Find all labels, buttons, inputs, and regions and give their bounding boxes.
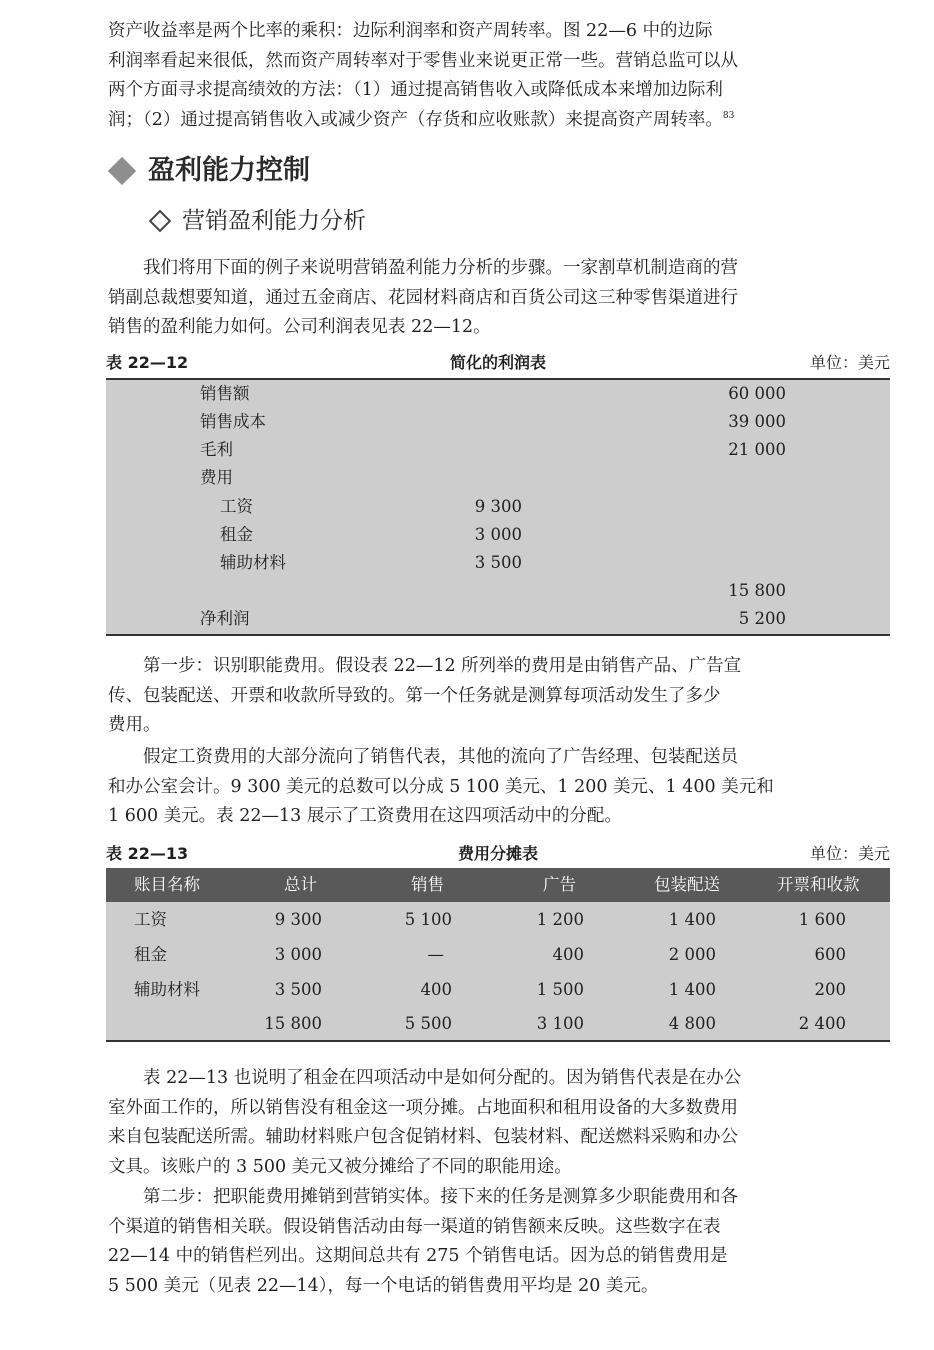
table-unit: 单位：美元 <box>809 844 890 863</box>
billing-collection-cell: 1 600 <box>798 910 846 929</box>
row-label: 费用 <box>200 468 233 487</box>
intro-line: 两个方面寻求提高绩效的方法：（1）通过提高销售收入或降低成本来增加边际利 <box>108 80 723 100</box>
outline-diamond-icon <box>149 210 172 233</box>
text-line: 我们将用下面的例子来说明营销盈利能力分析的步骤。一家割草机制造商的营 <box>143 258 738 278</box>
row-label: 销售成本 <box>200 412 266 431</box>
row-value: 21 000 <box>728 440 786 459</box>
subsection-heading <box>150 206 366 236</box>
packing-delivery-cell: 2 000 <box>668 945 716 964</box>
row-label: 辅助材料 <box>220 553 286 572</box>
packing-delivery-cell: 4 800 <box>668 1014 716 1033</box>
paragraph-1 <box>108 254 890 343</box>
billing-collection-cell: 2 400 <box>798 1014 846 1033</box>
billing-collection-cell: 200 <box>814 980 846 999</box>
table-row <box>106 436 890 464</box>
paragraph-3 <box>108 743 890 832</box>
row-label: 销售额 <box>200 384 250 403</box>
paragraph-5 <box>108 1183 890 1301</box>
advertising-cell: 1 500 <box>536 980 584 999</box>
footnote-marker: 83 <box>722 110 735 121</box>
row-value: 39 000 <box>728 412 786 431</box>
text-line: 费用。 <box>108 715 161 735</box>
row-subtotal: 9 300 <box>474 497 522 516</box>
paragraph-2 <box>108 652 890 741</box>
account-name-cell: 辅助材料 <box>134 980 200 999</box>
text-line: 室外面工作的，所以销售没有租金这一项分摊。占地面积和租用设备的大多数费用 <box>108 1097 738 1118</box>
table-row <box>106 549 890 577</box>
advertising-cell: 3 100 <box>536 1014 584 1033</box>
column-header: 账目名称 <box>134 875 200 894</box>
column-header: 销售 <box>411 875 444 894</box>
row-subtotal: 3 000 <box>474 525 522 544</box>
packing-delivery-cell: 1 400 <box>668 980 716 999</box>
table-row <box>106 408 890 436</box>
table-number: 表 22—12 <box>106 353 189 372</box>
text-line: 5 500 美元（见表 22—14），每一个电话的销售费用平均是 20 美元。 <box>108 1275 659 1296</box>
column-header: 总计 <box>284 875 317 894</box>
intro-line: 润；（2）通过提高销售收入或减少资产（存货和应收账款）来提高资产周转率。 <box>108 109 723 130</box>
intro-line: 资产收益率是两个比率的乘积：边际利润率和资产周转率。图 22—6 中的边际 <box>108 21 713 41</box>
row-subtotal: 3 500 <box>474 553 522 572</box>
sales-cell: 5 100 <box>404 910 452 929</box>
row-label: 租金 <box>220 525 253 544</box>
packing-delivery-cell: 1 400 <box>668 910 716 929</box>
text-line: 销副总裁想要知道，通过五金商店、花园材料商店和百货公司这三种零售渠道进行 <box>108 287 738 308</box>
row-label: 工资 <box>220 497 253 516</box>
table-row <box>106 521 890 549</box>
intro-line: 利润率看起来很低，然而资产周转率对于零售业来说更正常一些。营销总监可以从 <box>108 50 738 71</box>
total-cell: 9 300 <box>274 910 322 929</box>
sales-cell: 400 <box>420 980 452 999</box>
table-header-row <box>106 868 890 902</box>
table-unit: 单位：美元 <box>809 353 890 372</box>
advertising-cell: 400 <box>552 945 584 964</box>
text-line: 和办公室会计。9 300 美元的总数可以分成 5 100 美元、1 200 美元、1 400 美元和 <box>108 776 774 797</box>
column-header: 包装配送 <box>654 875 720 894</box>
row-label: 净利润 <box>200 609 250 628</box>
section-heading <box>104 154 310 188</box>
text-line: 1 600 美元。表 22—13 展示了工资费用在这四项活动中的分配。 <box>108 806 622 826</box>
row-value: 60 000 <box>728 384 786 403</box>
text-line: 假定工资费用的大部分流向了销售代表，其他的流向了广告经理、包装配送员 <box>143 747 738 767</box>
row-label: 毛利 <box>200 440 233 459</box>
text-line: 表 22—13 也说明了租金在四项活动中是如何分配的。因为销售代表是在办公 <box>143 1068 742 1088</box>
table-title: 简化的利润表 <box>449 353 546 372</box>
intro-paragraph <box>108 17 890 135</box>
text-line: 第二步：把职能费用摊销到营销实体。接下来的任务是测算多少职能费用和各 <box>143 1187 738 1207</box>
table-caption <box>106 843 890 865</box>
account-name-cell: 租金 <box>134 945 167 964</box>
table-title: 费用分摊表 <box>457 844 538 863</box>
filled-diamond-icon <box>108 157 136 185</box>
table-row <box>106 577 890 605</box>
text-line: 个渠道的销售相关联。假设销售活动由每一渠道的销售额来反映。这些数字在表 <box>108 1216 721 1237</box>
text-line: 第一步：识别职能费用。假设表 22—12 所列举的费用是由销售产品、广告宣 <box>143 656 742 676</box>
table-row <box>106 973 890 1007</box>
text-line: 文具。该账户的 3 500 美元又被分摊给了不同的职能用途。 <box>108 1156 572 1177</box>
text-line: 传、包装配送、开票和收款所导致的。第一个任务就是测算每项活动发生了多少 <box>108 685 721 706</box>
table-row <box>106 605 890 633</box>
text-line: 22—14 中的销售栏列出。这期间总共有 275 个销售电话。因为总的销售费用是 <box>108 1246 728 1266</box>
table-row <box>106 464 890 492</box>
subsection-heading-text: 营销盈利能力分析 <box>182 208 366 234</box>
text-line: 来自包装配送所需。辅助材料账户包含促销材料、包装材料、配送燃料采购和办公 <box>108 1127 738 1147</box>
row-value: 5 200 <box>738 609 786 628</box>
table-number: 表 22—13 <box>106 844 189 863</box>
income-statement-table <box>106 378 890 636</box>
table-total-row <box>106 1007 890 1041</box>
text-line: 销售的盈利能力如何。公司利润表见表 22—12。 <box>108 317 491 337</box>
total-cell: 3 500 <box>274 980 322 999</box>
column-header: 开票和收款 <box>777 875 860 894</box>
table-row <box>106 380 890 408</box>
section-heading-text: 盈利能力控制 <box>148 155 310 186</box>
table-caption <box>106 352 890 374</box>
table-row <box>106 938 890 972</box>
total-cell: 3 000 <box>274 945 322 964</box>
table-row <box>106 493 890 521</box>
table-row <box>106 903 890 937</box>
column-header: 广告 <box>543 875 576 894</box>
total-cell: 15 800 <box>264 1014 322 1033</box>
row-value: 15 800 <box>728 581 786 600</box>
sales-cell: — <box>427 945 444 964</box>
advertising-cell: 1 200 <box>536 910 584 929</box>
billing-collection-cell: 600 <box>814 945 846 964</box>
sales-cell: 5 500 <box>404 1014 452 1033</box>
cost-allocation-table <box>106 868 890 1042</box>
account-name-cell: 工资 <box>134 910 167 929</box>
paragraph-4 <box>108 1064 890 1182</box>
